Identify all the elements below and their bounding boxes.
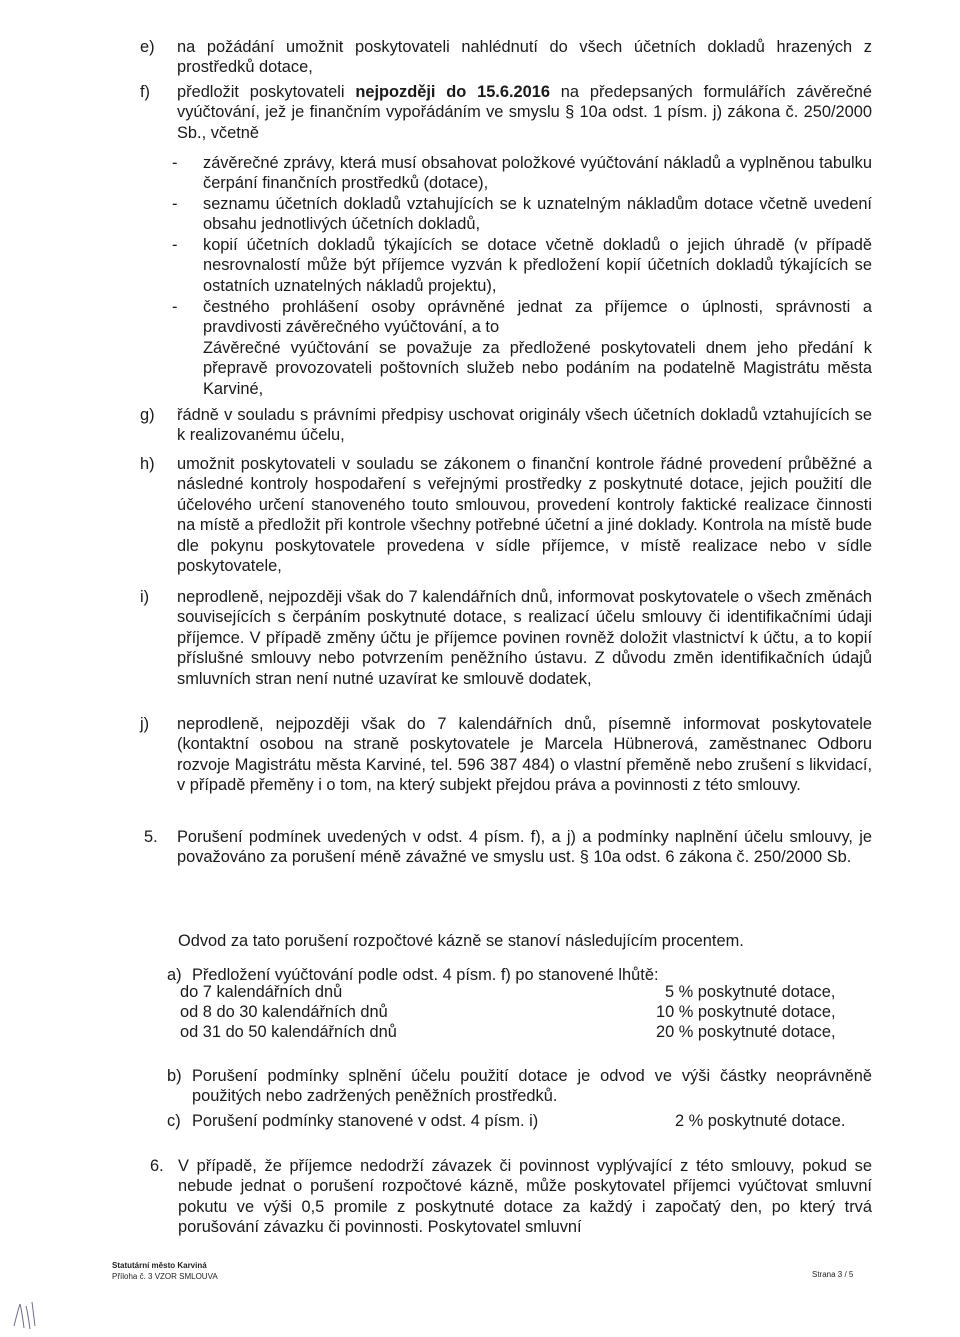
penalty-b: b) Porušení podmínky splnění účelu použití dotace je odvod ve výši částky neoprávněně použitých nebo zadržených peněžních prostředků. <box>167 1067 872 1106</box>
handwritten-initials-mark <box>10 1296 40 1334</box>
paragraph-5: 5. Porušení podmínek uvedených v odst. 4 písm. f), a j) a podmínky naplnění účelu smlouvy, je považováno za porušení méně závažné ve smyslu ust. § 10a odst. 6 zákona č. 250/2000 Sb. <box>144 828 872 867</box>
footer-organization: Statutární město Karviná <box>112 1261 207 1270</box>
clause-text: na požádání umožnit poskytovateli nahlédnutí do všech účetních dokladů hrazených z prostředků dotace, <box>177 38 872 77</box>
bullet-final-report: - závěrečné zprávy, která musí obsahovat položkové vyúčtování nákladů a vyplněnou tabulku čerpání finančních prostředků (dotace), <box>172 154 872 193</box>
penalty-c: c) Porušení podmínky stanovené v odst. 4 písm. i) 2 % poskytnuté dotace. <box>167 1112 846 1130</box>
footer-page-number: Strana 3 / 5 <box>812 1270 854 1279</box>
clause-marker: e) <box>140 38 155 56</box>
penalty-intro: Odvod za tato porušení rozpočtové kázně se stanoví následujícím procentem. <box>178 932 744 950</box>
penalty-row: do 7 kalendářních dnů 5 % poskytnuté dotace, <box>180 983 836 1001</box>
penalty-a: a) Předložení vyúčtování podle odst. 4 písm. f) po stanovené lhůtě: <box>167 966 659 984</box>
bullet-document-copies: - kopií účetních dokladů týkajících se dotace včetně dokladů o jejich úhradě (v případě nesrovnalostí může být příjemce vyzván k předložení kopií účetních dokladů týkajících se ostatních uznatelných nákladů projektu), <box>172 236 872 295</box>
deadline-highlight: nejpozději do 15.6.2016 <box>355 83 550 101</box>
paragraph-6: 6. V případě, že příjemce nedodrží závazek či povinnost vyplývající z této smlouvy, pokud se nebude jednat o porušení rozpočtové kázně, může poskytovatel příjemci vyúčtovat smluvní pokutu ve výši 0,5 promile z poskytnuté dotace za každý i započatý den, po který trvá porušování závazku či povinnosti. Poskytovatel smluvní <box>150 1157 872 1237</box>
clause-e <box>140 37 872 78</box>
clause-j: j) neprodleně, nejpozději však do 7 kalendářních dnů, písemně informovat poskytovatele (kontaktní osobou na straně poskytovatele je Marcela Hübnerová, zaměstnanec Odboru rozvoje Magistrátu města Karviné, tel. 596 387 484) o vlastní přeměně nebo zrušení s likvidací, v případě přeměny i o tom, na který subjekt přejdou práva a povinnosti z této smlouvy. <box>140 715 872 795</box>
clause-text: předložit poskytovateli nejpozději do 15.6.2016 na předepsaných formulářích závěrečné vyúčtování, jež je finančním vypořádáním ve smyslu § 10a odst. 1 písm. j) zákona č. 250/2000 Sb., včetně <box>177 83 873 142</box>
clause-marker: f) <box>140 83 151 101</box>
bullet-document-list: - seznamu účetních dokladů vztahujících se k uznatelným nákladům dotace včetně uvedení obsahu jednotlivých účetních dokladů, <box>172 195 872 234</box>
penalty-row: od 31 do 50 kalendářních dnů 20 % poskytnuté dotace, <box>180 1023 836 1041</box>
clause-h: h) umožnit poskytovateli v souladu se zákonem o finanční kontrole řádné provedení průběžné a následné kontroly hospodaření s veřejnými prostředky z poskytnuté dotace, jejich použití dle účelového určení stanoveného touto smlouvou, provedení kontroly faktické realizace činnosti na místě a předložit při kontrole všechny potřebné účetní a jiné doklady. Kontrola na místě bude dle pokynu poskytovatele provedena v sídle příjemce, v místě realizace nebo v sídle poskytovatele, <box>140 455 872 576</box>
penalty-c-rate: 2 % poskytnuté dotace. <box>675 1112 846 1130</box>
clause-g: g) řádně v souladu s právními předpisy uschovat originály všech účetních dokladů vztahujících se k realizovanému účelu, <box>140 406 872 445</box>
clause-f <box>140 82 872 143</box>
clause-i: i) neprodleně, nejpozději však do 7 kalendářních dnů, informovat poskytovatele o všech změnách souvisejících s čerpáním poskytnuté dotace, s realizací účelu smlouvy či identifikačními údaji příjemce. V případě změny účtu je příjemce povinen rovněž doložit vlastnictví k účtu, a to kopií příslušné smlouvy nebo potvrzením peněžního ústavu. Z důvodu změn identifikačních údajů smluvních stran není nutné uzavírat ke smlouvě dodatek, <box>140 588 872 688</box>
footer-attachment: Příloha č. 3 VZOR SMLOUVA <box>112 1272 218 1281</box>
submission-note: Závěrečné vyúčtování se považuje za předložené poskytovateli dnem jeho předání k přepravě provozovateli poštovních služeb nebo podáním na podatelně Magistrátu města Karviné, <box>203 339 872 398</box>
bullet-declaration: - čestného prohlášení osoby oprávněné jednat za příjemce o úplnosti, správnosti a pravdivosti závěrečného vyúčtování, a to <box>172 298 872 337</box>
penalty-row: od 8 do 30 kalendářních dnů 10 % poskytnuté dotace, <box>180 1003 836 1021</box>
